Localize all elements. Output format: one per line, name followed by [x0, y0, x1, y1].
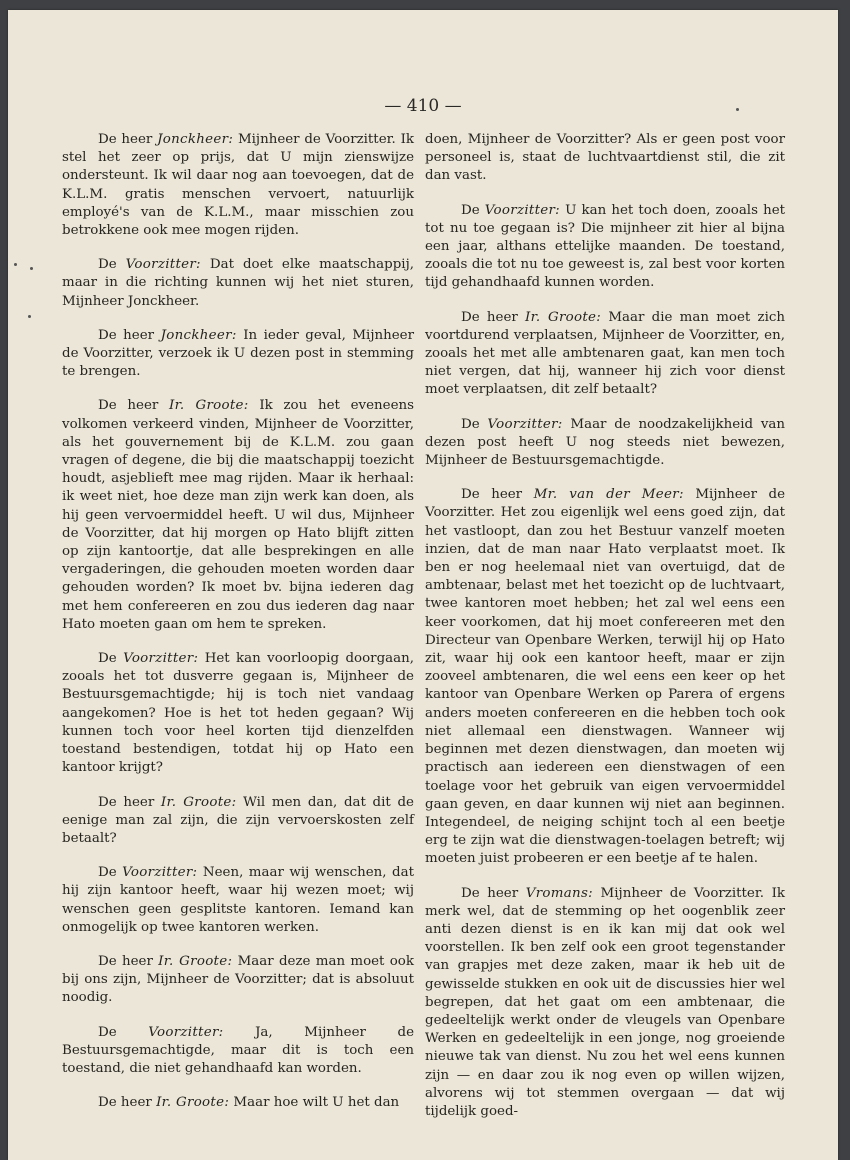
left-column [62, 131, 414, 1128]
speaker-name: Jonckheer: [160, 327, 237, 343]
paragraph: De Voorzitter: Dat doet elke maatschappij, maar in die richting kunnen wij het niet sturen, Mijnheer Jonckheer. [62, 257, 414, 309]
speaker-name: Voorzitter: [148, 1024, 224, 1040]
right-column [425, 131, 785, 1137]
margin-mark [30, 267, 33, 270]
speaker-name: Voorzitter: [484, 202, 560, 218]
speaker-name: Voorzitter: [122, 865, 198, 881]
paragraph: De heer Vromans: Mijnheer de Voorzitter. Ik merk wel, dat de stemming op het oogenblik zeer anti dezen dienst is en ik kan mij dat ook wel voorstellen. Ik ben zelf ook een groot tegenstander van grapjes met deze zaken, maar ik heb uit de gewisselde stukken en ook uit de discussies hier wel begrepen, dat het gaat om een ambtenaar, die gedeeltelijk werkt onder de vleugels van Openbare Werken en gedeeltelijk in een jonge, nog groeiende nieuwe tak van dienst. Nu zou het wel eens kunnen zijn — en daar zou ik nog even op willen wijzen, alvorens wij tot stemmen overgaan — dat wij tijdelijk goed- [425, 885, 786, 1119]
paragraph: De heer Ir. Groote: Maar deze man moet ook bij ons zijn, Mijnheer de Voorzitter; dat is absoluut noodig. [62, 953, 414, 1006]
document-page [8, 10, 838, 1160]
speaker-name: Ir. Groote: [158, 953, 233, 969]
speaker-name: Voorzitter: [123, 651, 199, 667]
paragraph: De Voorzitter: Ja, Mijnheer de Bestuursgemachtigde, maar dit is toch een toestand, die niet gehandhaafd kan worden. [62, 1024, 414, 1076]
speaker-name: Mr. van der Meer: [533, 487, 684, 503]
paragraph: De heer Ir. Groote: Maar die man moet zich voortdurend verplaatsen, Mijnheer de Voorzitter, en, zooals het met alle ambtenaren gaat, kan men toch niet vergen, dat hij, wanneer hij zich voor dienst moet verplaatsen, dit zelf betaalt? [425, 309, 785, 398]
margin-mark [28, 315, 31, 318]
paragraph: De heer Ir. Groote: Wil men dan, dat dit de eenige man zal zijn, die zijn vervoerskosten zelf betaalt? [62, 794, 414, 846]
paragraph: De heer Jonckheer: In ieder geval, Mijnheer de Voorzitter, verzoek ik U dezen post in stemming te brengen. [62, 327, 414, 380]
speaker-name: Jonckheer: [157, 132, 234, 147]
speaker-name: Ir. Groote: [525, 309, 602, 325]
paragraph: De Voorzitter: U kan het toch doen, zooals het tot nu toe gegaan is? Die mijnheer zit hier al bijna een jaar, althans ettelijke maanden. De toestand, zooals die tot nu toe geweest is, zal best voor korten tijd gehandhaafd kunnen worden. [425, 202, 785, 291]
paragraph: De Voorzitter: Neen, maar wij wenschen, dat hij zijn kantoor heeft, waar hij wezen moet; wij wenschen geen gesplitste kantoren. Iemand kan onmogelijk op twee kantoren werken. [62, 865, 414, 935]
speaker-name: Voorzitter: [125, 257, 201, 273]
speaker-name: Ir. Groote: [160, 794, 237, 810]
speaker-name: Ir. Groote: [169, 398, 249, 414]
paragraph: De heer Jonckheer: Mijnheer de Voorzitter. Ik stel het zeer op prijs, dat U mijn zienswijze ondersteunt. Ik wil daar nog aan toevoegen, dat de K.L.M. gratis menschen vervoert, natuurlijk employé's van de K.L.M., maar misschien zou betrokkene ook mee mogen rijden. [62, 132, 414, 239]
paragraph: De Voorzitter: Het kan voorloopig doorgaan, zooals het tot dusverre gegaan is, Mijnheer de Bestuursgemachtigde; hij is toch niet vandaag aangekomen? Hoe is het tot heden gegaan? Wij kunnen toch voor heel korten tijd dienzelfden toestand bestendigen, totdat hij op Hato een kantoor krijgt? [62, 651, 415, 776]
paragraph: De heer Ir. Groote: Maar hoe wilt U het dan [98, 1095, 400, 1111]
page-number: — 410 — [384, 96, 462, 116]
margin-mark [736, 108, 739, 111]
speaker-name: Voorzitter: [487, 416, 563, 432]
paragraph: De heer Mr. van der Meer: Mijnheer de Voorzitter. Het zou eigenlijk wel eens goed zijn, dat het vastloopt, dan zou het Bestuur vanzelf moeten inzien, dat de man naar Hato verplaatst moet. Ik ben er nog heelemaal niet van overtuigd, dat de ambtenaar, belast met het toezicht op de luchtvaart, twee kantoren moet hebben; het zal wel eens een keer voorkomen, dat hij moet confereeren met den Directeur van Openbare Werken, terwijl hij op Hato zit, waar hij ook een kantoor heeft, maar er zijn zooveel ambtenaren, die wel eens een keer op het kantoor van Openbare Werken op Parera of ergens anders moeten confereeren en die hebben toch ook niet allemaal een dienstwagen. Wanneer wij beginnen met dezen dienstwagen, dan moeten wij practisch aan iedereen een dienstwagen of een toelage voor het gebruik van eigen vervoermiddel gaan geven, en daar kunnen wij niet aan beginnen. Integendeel, de neiging schijnt toch al een beetje erg te zijn wat die dienstwagen-toelagen betreft; wij moeten juist probeeren er een beetje af te halen. [425, 487, 786, 867]
paragraph: doen, Mijnheer de Voorzitter? Als er geen post voor personeel is, staat de luchtvaartdienst stil, die zit dan vast. [425, 132, 785, 184]
paragraph: De heer Ir. Groote: Ik zou het eveneens volkomen verkeerd vinden, Mijnheer de Voorzitter, als het gouvernement bij de K.L.M. zou gaan vragen of degene, die bij die maatschappij toezicht houdt, asjeblieft mee mag rijden. Maar ik herhaal: ik weet niet, hoe deze man zijn werk kan doen, als hij geen vervoermiddel heeft. U wil dus, Mijnheer de Voorzitter, dat hij morgen op Hato blijft zitten op zijn kantoortje, dat alle besprekingen en alle vergaderingen, die gehouden moeten worden daar gehouden worden? Ik moet bv. bijna iederen dag met hem confereeren en zou dus iederen dag naar Hato moeten gaan om hem te spreken. [62, 398, 415, 632]
paragraph: De Voorzitter: Maar de noodzakelijkheid van dezen post heeft U nog steeds niet bewezen, Mijnheer de Bestuursgemachtigde. [425, 416, 785, 469]
speaker-name: Vromans: [525, 885, 593, 901]
speaker-name: Ir. Groote: [156, 1095, 230, 1111]
margin-mark [14, 263, 17, 266]
